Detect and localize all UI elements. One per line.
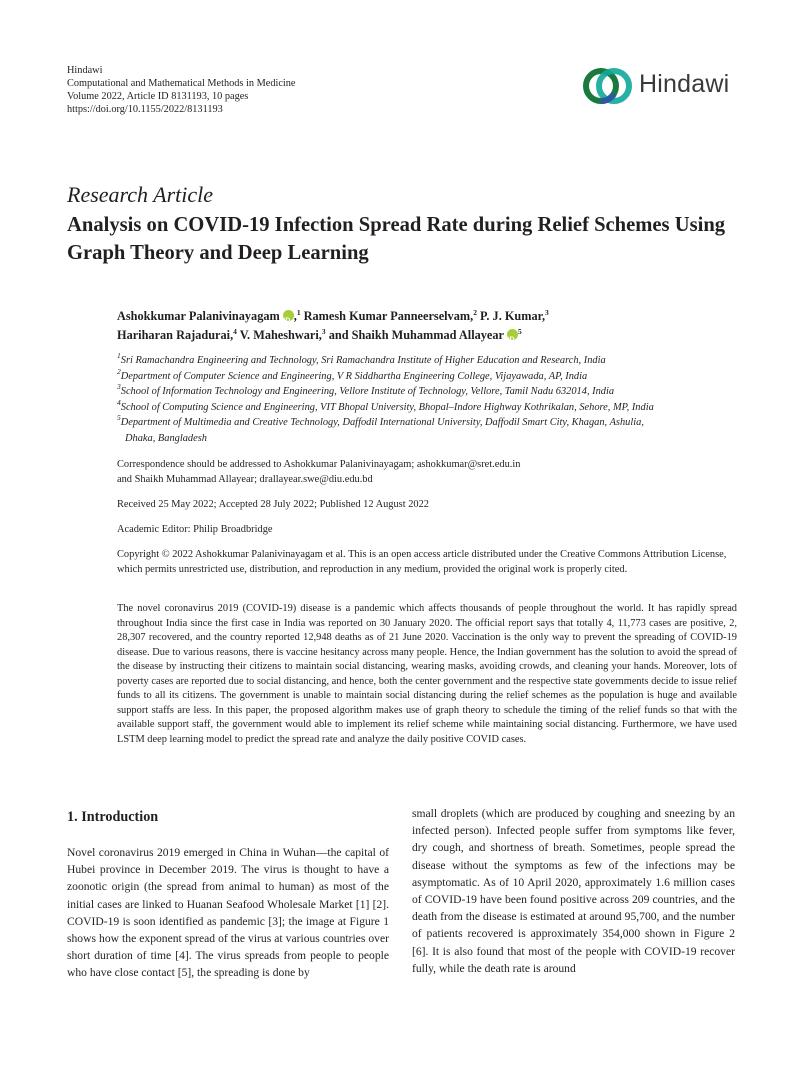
affiliation-number: 1: [117, 351, 121, 360]
affiliation-continuation: Dhaka, Bangladesh: [125, 432, 207, 444]
author-name[interactable]: Ramesh Kumar Panneerselvam,: [303, 309, 474, 323]
affiliation-text: School of Computing Science and Engineering, VIT Bhopal University, Bhopal–Indore Highway Kothrikalan, Sehore, MP, India: [120, 401, 654, 413]
author-name[interactable]: V. Maheshwari,: [239, 328, 322, 342]
author-name[interactable]: Hariharan Rajadurai,: [117, 328, 234, 342]
correspondence-line: Correspondence should be addressed to Ashokkumar Palanivinayagam; ashokkumar@sret.edu.in: [117, 459, 521, 470]
orcid-icon[interactable]: [507, 329, 518, 340]
affiliation-marker: 5: [517, 327, 522, 336]
author-name[interactable]: Shaikh Muhammad Allayear: [351, 328, 504, 342]
journal-header: [67, 64, 295, 116]
section-heading: 1. Introduction: [67, 809, 159, 825]
affiliation-text: Department of Computer Science and Engineering, V R Siddhartha Engineering College, Vijayawada, AP, India: [120, 370, 588, 382]
affiliation-number: 3: [117, 382, 121, 391]
hindawi-rings-icon: [581, 64, 637, 112]
hindawi-logo: [581, 64, 741, 112]
abstract: The novel coronavirus 2019 (COVID-19) disease is a pandemic which affects thousands of people throughout the world. It has rapidly spread throughout India since the first case in India was reported on 30 January 2020. The official report says that totally 4, 11,773 cases are positive, 2, 28,307 recovered, and the country reported 12,948 deaths as of 21 June 2020. Vaccination is the only way to prevent the spreading of COVID-19 disease. Due to various reasons, there is vaccine hesitancy across many people. Hence, the Indian government has the solution to avoid the spread of the disease by instructing their citizens to maintain social distancing, wearing masks, avoiding crowds, and cleaning your hands. Moreover, lots of poverty cases are reported due to social distancing, and hence, both the center government and the respective state governments decide to issue relief funds to all its citizens. The government is unable to maintain social distancing during the relief schemes as the population is huge and available support staffs are less. In this paper, the proposed algorithm makes use of graph theory to schedule the timing of the relief funds so that with the available support staff, the government would able to implement its relief scheme while maintaining social distancing. Furthermore, we have used LSTM deep learning model to predict the spread rate and analyze the daily positive COVID cases.: [117, 603, 737, 745]
affiliation-marker: 3: [545, 308, 549, 317]
body-column-right: [412, 805, 735, 977]
volume-info: Volume 2022, Article ID 8131193, 10 pages: [67, 91, 249, 102]
affiliation-list: [117, 353, 737, 446]
author-name[interactable]: Ashokkumar Palanivinayagam: [117, 309, 280, 323]
correspondence: [117, 458, 737, 487]
paper-title: Analysis on COVID-19 Infection Spread Rate during Relief Schemes Using Graph Theory and Deep Learning: [67, 214, 726, 264]
affiliation-marker: 2: [473, 308, 477, 317]
body-paragraph: Novel coronavirus 2019 emerged in China in Wuhan—the capital of Hubei province in December 2019. The virus is thought to have a zoonotic origin (the spread from animal to human) as most of the initial cases are linked to Huanan Seafood Wholesale Market [1] [2]. COVID-19 is soon identified as pandemic [3]; the image at Figure 1 shows how the exponent spread of the virus at various countries over short duration of time [4]. The virus spreads from people to people who have close contact [5], the spreading is done by: [67, 846, 389, 980]
author-conjunction: and: [328, 328, 349, 342]
affiliation-number: 5: [117, 413, 121, 422]
affiliation-item: [117, 397, 737, 416]
logo-wordmark: Hindawi: [639, 70, 730, 98]
body-paragraph: small droplets (which are produced by coughing and sneezing by an infected person). Infected people suffer from symptoms like fever, dry cough, and shortness of breath. Sometimes, people spread the disease without the symptoms as few of the infections may be asymptomatic. As of 10 April 2020, approximately 1.6 million cases of COVID-19 have been found positive across 209 countries, and the death from the disease is estimated at around 95,700, and the number of patients recovered is approximately 354,000 shown in Figure 2 [6]. It is also found that most of the people with COVID-19 recover fully, while the death rate is around: [412, 807, 735, 975]
publisher-name: Hindawi: [67, 65, 103, 76]
affiliation-text: Sri Ramachandra Engineering and Technology, Sri Ramachandra Institute of Higher Education and Research, India: [120, 355, 606, 366]
affiliation-number: 2: [117, 366, 121, 376]
journal-name: Computational and Mathematical Methods in Medicine: [67, 78, 296, 89]
body-column-left: [67, 844, 389, 982]
affiliation-item: [117, 366, 737, 385]
affiliation-marker: 1: [296, 308, 301, 317]
affiliation-text: Department of Multimedia and Creative Technology, Daffodil International University, Daffodil Smart City, Khagan, Ashulia,: [120, 417, 644, 428]
affiliation-item: [117, 384, 737, 400]
correspondence-line: and Shaikh Muhammad Allayear; drallayear.swe@diu.edu.bd: [117, 473, 373, 485]
affiliation-marker: 3: [321, 327, 326, 336]
doi-link[interactable]: https://doi.org/10.1155/2022/8131193: [67, 104, 223, 115]
affiliation-number: 4: [117, 397, 121, 407]
author-list: Ashokkumar PalanivinayagamiD ,$^1$ Ramesh Kumar Panneerselvam,$^2$ P. J. Kumar,$^3$ Hariharan Rajadurai,$^4$ V. Maheshwari,$^3$ and Shaikh Muhammad AllayeariD $^5$: [117, 307, 737, 345]
affiliation-text: School of Information Technology and Engineering, Vellore Institute of Technology, Vellore, Tamil Nadu 632014, India: [120, 386, 615, 397]
article-type: Research Article: [67, 182, 214, 207]
orcid-icon[interactable]: [283, 310, 294, 321]
academic-editor: Academic Editor: Philip Broadbridge: [117, 524, 273, 535]
affiliation-item: [117, 415, 737, 431]
publication-dates: Received 25 May 2022; Accepted 28 July 2022; Published 12 August 2022: [117, 499, 429, 510]
author-name[interactable]: P. J. Kumar,: [480, 309, 546, 323]
affiliation-marker: 4: [233, 327, 237, 336]
affiliation-item: [117, 353, 737, 369]
copyright-notice: Copyright © 2022 Ashokkumar Palanivinayagam et al. This is an open access article distributed under the Creative Commons Attribution License, which permits unrestricted use, distribution, and reproduction in any medium, provided the original work is properly cited.: [117, 549, 727, 575]
